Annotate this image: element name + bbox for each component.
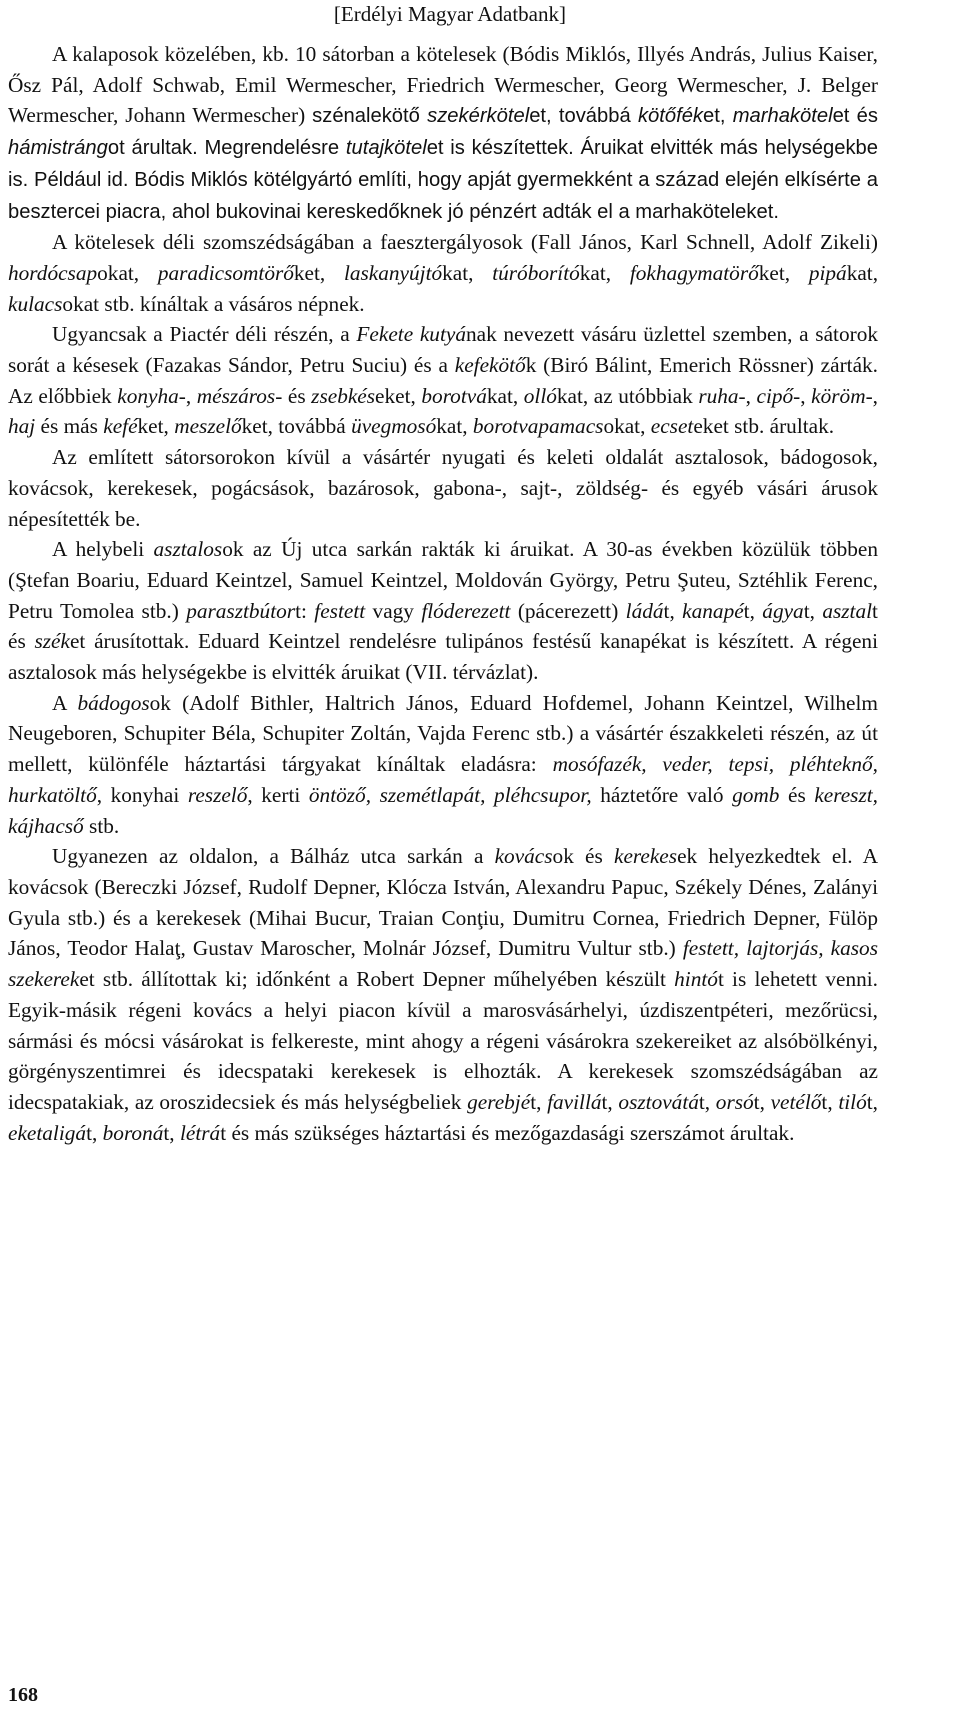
paragraph-kotelesek — [8, 39, 878, 227]
italic-term: parasztbútor — [186, 598, 296, 623]
italic-term: hordócsap — [8, 260, 98, 285]
italic-term: gomb — [732, 782, 780, 807]
text-run: , — [800, 383, 812, 408]
italic-term: kovács — [494, 844, 553, 869]
text-run: t, — [866, 1089, 878, 1114]
text-run: t: — [295, 598, 315, 623]
text-run: szénalekötő — [312, 105, 428, 128]
italic-term: kanapé — [682, 598, 744, 623]
text-run: ok és — [552, 844, 614, 869]
paragraph-asztalosok — [8, 534, 878, 688]
italic-term: üvegmosó — [351, 414, 437, 439]
italic-term: festett, lajtorjás, kasos szekerek — [8, 936, 878, 992]
text-run: ok az Új utca sarkán rakták ki áruikat. A 30-as években közülük többen (Ştefan Boariu, Eduard Keintzel, Samuel Keintzel, Moldován György, Petru Şuteu, Sztéhlik Ferenc, Petru Tomolea stb.) — [8, 537, 878, 623]
text-run: , — [185, 383, 197, 408]
italic-term: kereszt, kájhacső — [8, 782, 879, 838]
italic-term: asztal — [822, 598, 873, 623]
italic-term: vetélő — [770, 1089, 822, 1114]
italic-term: asztalos — [153, 537, 223, 562]
italic-term: favillá — [547, 1089, 602, 1114]
text-run: t is lehetett venni. Egyik-másik régeni kovács a helyi piacon kívül a marosvásárhelyi, úzdiszentpéteri, mezőrücsi, sármási és mócsi vásárokat is felkereste, mint ahogy a régeni vásárokra szekereiket az alsóbölkényi, görgényszentimrei és idecspataki kerekesek is elhozták. A kerekesek szomszédságában az idecspatakiak, az oroszidecsiek és más helységbeliek — [8, 967, 878, 1114]
text-run: és — [779, 782, 815, 807]
italic-term: kefé — [103, 414, 138, 439]
text-run: és — [282, 383, 312, 408]
italic-term: bádogos — [77, 690, 150, 715]
text-run: Ugyanezen az oldalon, a Bálház utca sarkán a — [52, 844, 495, 869]
italic-term: hintó — [674, 967, 718, 992]
text-run: t, — [698, 1089, 716, 1114]
text-run: et, — [703, 105, 733, 128]
text-run: et, továbbá — [529, 105, 638, 128]
italic-term: boroná — [102, 1120, 164, 1145]
text-run: stb. — [83, 813, 120, 838]
text-run: kat, — [436, 414, 473, 439]
italic-term: létrá — [179, 1120, 221, 1145]
paragraph-sator-sorok — [8, 442, 878, 534]
text-run: Ugyancsak a Piactér déli részén, a — [52, 322, 357, 347]
paragraph-badogosok — [8, 688, 878, 842]
italic-term: fokhagymatörő — [629, 260, 759, 285]
text-run: ot árultak. Megrendelésre — [107, 137, 346, 160]
text-run: , — [872, 383, 878, 408]
text-run: t, — [821, 1089, 839, 1114]
text-run: A kötelesek déli szomszédságában a faesztergályosok (Fall János, Karl Schnell, Adolf Zikeli) — [52, 230, 878, 255]
text-run: okat, — [97, 260, 158, 285]
italic-term: eketaligá — [8, 1120, 87, 1145]
italic-term: olló — [523, 383, 557, 408]
italic-term: meszelő — [174, 414, 242, 439]
text-run: kat, — [846, 260, 879, 285]
italic-term: szekérkötel — [427, 105, 530, 128]
text-run: A kalaposok közelében, kb. 10 sátorban a kötelesek (Bódis Miklós, Illyés András, Julius Kaiser, Ősz Pál, Adolf Schwab, Emil Wermescher, Friedrich Wermescher, Georg Wermescher, J. Belger Wermescher, Johann Wermescher) — [8, 42, 878, 128]
text-run: et stb. állítottak ki; időnként a Robert Depner műhelyében készült — [79, 967, 675, 992]
text-run: ok (Adolf Bithler, Haltrich János, Eduard Hofdemel, Johann Keintzel, Wilhelm Neugeboren, Schupiter Béla, Schupiter Zoltán, Vajda Ferenc stb.) a vásártér északkeleti részén, az út mellett, különféle háztartási tárgyakat kínáltak eladásra: — [8, 690, 878, 777]
italic-term: túróborító — [492, 260, 580, 285]
text-run: kat, — [486, 383, 524, 408]
italic-term: szék — [34, 629, 70, 654]
italic-term: paradicsomtörő — [157, 260, 294, 285]
text-run: , kerti — [247, 782, 309, 807]
text-run: okat stb. kínáltak a vásáros népnek. — [62, 291, 365, 316]
text-run: A helybeli — [52, 537, 154, 562]
text-run: eket, — [375, 383, 422, 408]
text-run: háztetőre való — [591, 782, 733, 807]
text-run: és más — [35, 414, 104, 439]
italic-term: orsó — [715, 1089, 754, 1114]
text-run: t, — [86, 1120, 103, 1145]
text-run: ket, továbbá — [241, 414, 352, 439]
text-run: ket, — [758, 260, 809, 285]
text-run: ket, — [137, 414, 175, 439]
text-run: , — [745, 383, 757, 408]
text-run: eket stb. árultak. — [693, 414, 835, 439]
italic-term: borotvá — [421, 383, 487, 408]
text-run: ket, — [293, 260, 344, 285]
text-run: t, — [753, 1089, 771, 1114]
italic-term: köröm- — [811, 383, 873, 408]
italic-term: hámistráng — [8, 137, 108, 160]
italic-term: tiló — [838, 1089, 867, 1114]
italic-term: gerebjé — [467, 1089, 531, 1114]
italic-term: ruha- — [698, 383, 746, 408]
text-run: et és — [832, 105, 878, 128]
text-run: et árusítottak. Eduard Keintzel rendelésre tulipános festésű kanapékat is készített. A régeni asztalosok más helységekbe is elvitték áruikat (VII. térvázlat). — [8, 629, 878, 685]
text-run: t és más szükséges háztartási és mezőgazdasági szerszámot árultak. — [220, 1120, 795, 1145]
text-run: t, — [601, 1089, 619, 1114]
text-run: A — [52, 690, 78, 715]
italic-term: pipá — [808, 260, 847, 285]
text-run: t, — [530, 1089, 548, 1114]
document-body — [8, 39, 878, 1148]
text-run: kat, — [579, 260, 630, 285]
text-run: Az említett sátorsorokon kívül a vásártér nyugati és keleti oldalát asztalosok, bádogosok, kovácsok, kerekesek, pogácsások, bazárosok, gabona-, sajt-, zöldség- és egyéb vásári árusok népesítették be. — [8, 445, 878, 531]
italic-term: ecset — [650, 414, 694, 439]
text-run: k (Biró Bálint, Emerich Rössner) zárták. Az előbbiek — [8, 353, 878, 408]
italic-term: tutajkötel — [345, 137, 427, 160]
text-run: et is készítettek. Áruikat elvitték más helységekbe is. Például id. — [8, 137, 878, 191]
italic-term: konyha- — [117, 383, 186, 408]
italic-term: zsebkés — [311, 383, 376, 408]
italic-term: cipő- — [756, 383, 801, 408]
italic-term: flóderezett — [421, 598, 511, 623]
italic-term: Fekete kutyá — [356, 322, 466, 347]
text-run: nak nevezett vásáru üzlettel szemben, a sátorok sorát a késesek (Fazakas Sándor, Petru Suciu) és a — [8, 322, 879, 378]
paragraph-kovacsok — [8, 841, 878, 1148]
text-run: okat, — [603, 414, 651, 439]
paragraph-faesztergalyosok — [8, 227, 878, 319]
italic-term: marhakötel — [732, 105, 833, 128]
text-run: kat, — [442, 260, 493, 285]
source-header: [Erdélyi Magyar Adatbank] — [333, 2, 566, 26]
text-run: , konyhai — [96, 782, 188, 807]
text-run: ek helyezkedtek el. A kovácsok (Bereczki József, Rudolf Depner, Klócza István, Alexandru Papuc, Székely Dénes, Zalányi Gyula stb.) és a kerekesek (Mihai Bucur, Traian Conţiu, Dumitru Cornea, Friedrich Depner, Fülöp János, Teodor Halaţ, Gustav Maroscher, Molnár József, Dumitru Vultur stb.) — [8, 844, 879, 961]
italic-term: mészáros- — [196, 383, 283, 408]
text-run: t és — [8, 598, 878, 654]
text-run: Bódis Miklós kötélgyártó említi, hogy apját gyermekként a század elején elkísérte a besztercei piacra, ahol bukovinai kereskedőknek jó pénzért adták el a marhaköteleket. — [8, 168, 878, 223]
italic-term: reszelő — [187, 782, 248, 807]
italic-term: ládá — [625, 598, 664, 623]
text-run: kat, az utóbbiak — [556, 383, 699, 408]
italic-term: haj — [8, 414, 36, 439]
text-run: (pácerezett) — [510, 598, 626, 623]
text-run: vagy — [365, 598, 422, 623]
text-run: t, — [803, 598, 823, 623]
paragraph-kesesek — [8, 319, 878, 442]
text-run: t, — [163, 1120, 180, 1145]
italic-term: kefekötő — [454, 353, 526, 378]
italic-term: osztovátá — [618, 1089, 699, 1114]
page-number: 168 — [8, 1684, 38, 1706]
italic-term: kerekes — [614, 844, 678, 869]
italic-term: kulacs — [8, 291, 63, 316]
italic-term: laskanyújtó — [343, 260, 443, 285]
text-run: t, — [663, 598, 683, 623]
text-run: t, — [743, 598, 763, 623]
italic-term: festett — [314, 598, 366, 623]
italic-term: borotvapamacs — [472, 414, 604, 439]
italic-term: öntöző, szemétlapát, pléhcsupor, — [308, 782, 592, 807]
italic-term: kötőfék — [637, 105, 704, 128]
italic-term: ágya — [762, 598, 804, 623]
italic-term: mosófazék, veder, tepsi, pléhteknő, hurkatöltő — [8, 752, 879, 807]
